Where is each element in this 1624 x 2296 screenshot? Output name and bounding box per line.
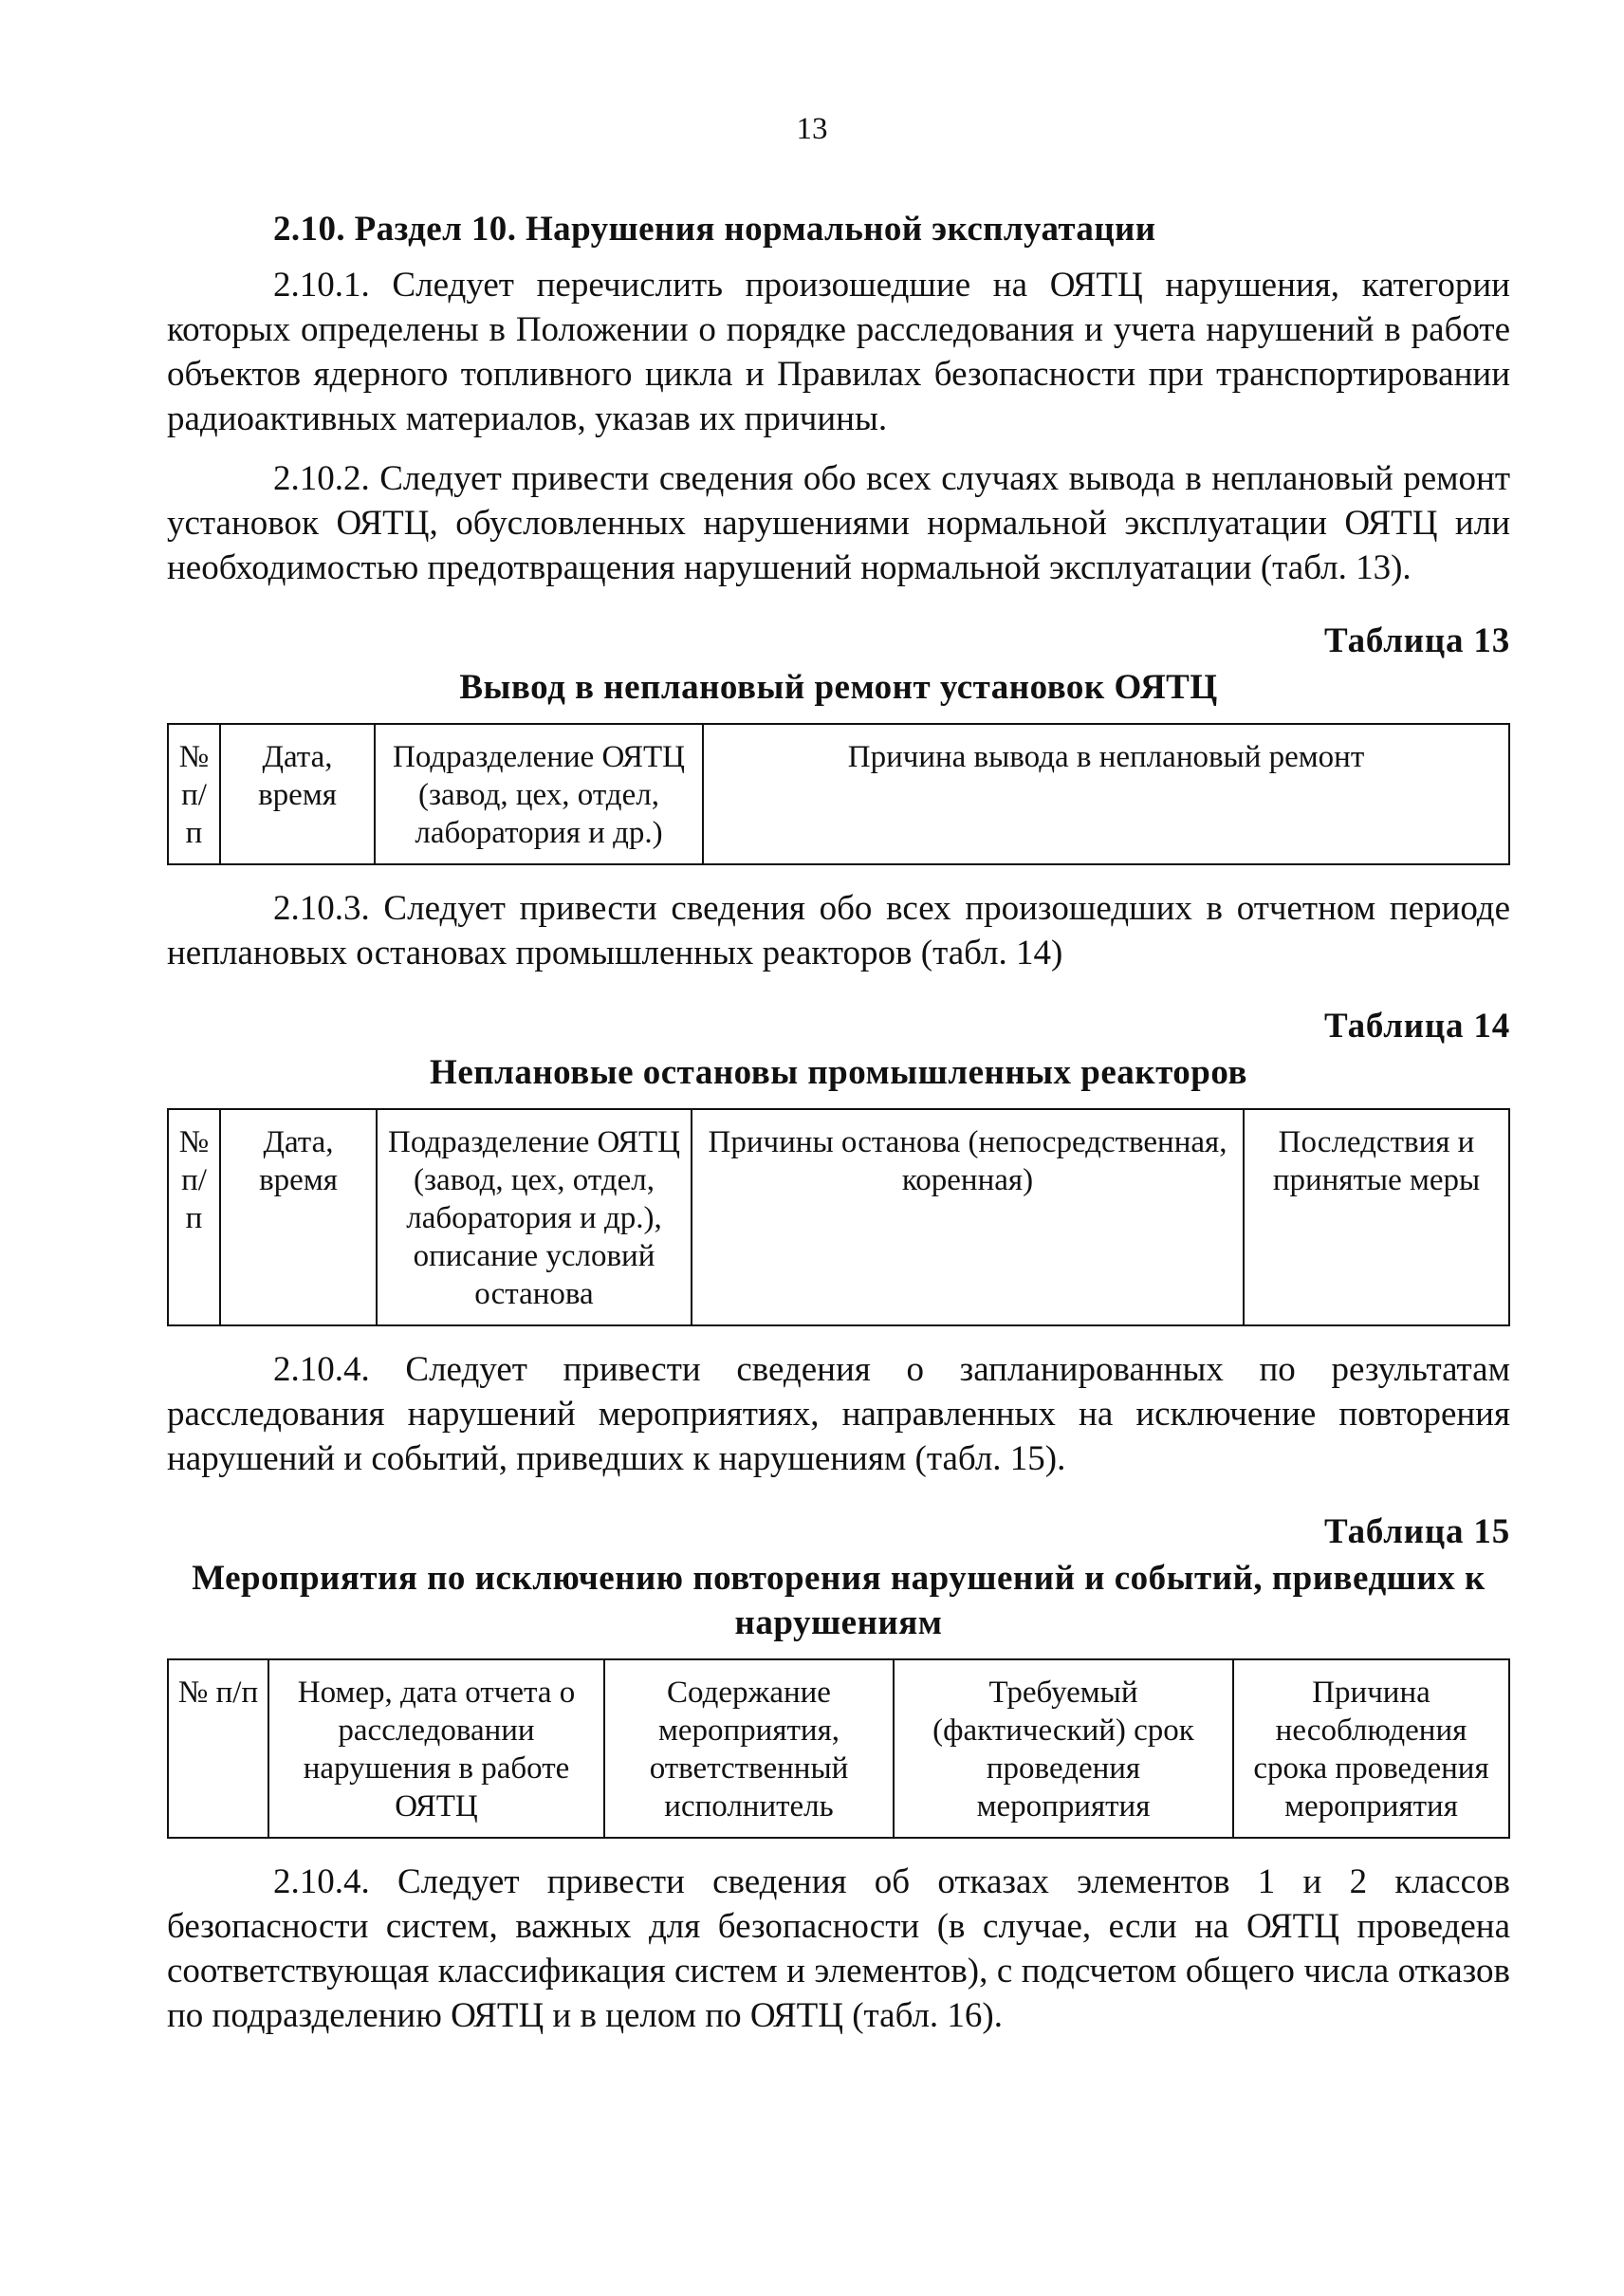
table-14-header-consequences: Последствия и принятые меры <box>1244 1109 1509 1325</box>
table-15-header-measure: Содержание мероприятия, ответственный исполнитель <box>604 1659 894 1838</box>
table-14-header-causes: Причины останова (непосредственная, коренная) <box>692 1109 1244 1325</box>
table-13-header-date: Дата, время <box>220 724 375 864</box>
table-15-header-deadline: Требуемый (фактический) срок проведения мероприятия <box>894 1659 1233 1838</box>
paragraph-2-10-2: 2.10.2. Следует привести сведения обо всех случаях вывода в неплановый ремонт установок ОЯТЦ, обусловленных нарушениями нормальной эксплуатации ОЯТЦ или необходимостью предотвращения нарушений нормальной эксплуатации (табл. 13). <box>167 459 1510 587</box>
table-14-header-division: Подразделение ОЯТЦ (завод, цех, отдел, лаборатория и др.), описание условий останова <box>377 1109 692 1325</box>
table-13 <box>167 723 1510 865</box>
table-15-header-report: Номер, дата отчета о расследовании нарушения в работе ОЯТЦ <box>268 1659 604 1838</box>
table-14-header-number: № п/п <box>168 1109 220 1325</box>
table-13-header-reason: Причина вывода в неплановый ремонт <box>703 724 1509 864</box>
table-14-header-date: Дата, время <box>220 1109 377 1325</box>
table-15-header-row <box>168 1659 1509 1838</box>
table-13-title: Вывод в неплановый ремонт установок ОЯТЦ <box>459 668 1218 707</box>
table-15-label: Таблица 15 <box>1324 1512 1510 1551</box>
table-13-label: Таблица 13 <box>1324 621 1510 660</box>
table-13-header-division: Подразделение ОЯТЦ (завод, цех, отдел, лаборатория и др.) <box>375 724 703 864</box>
paragraph-2-10-4-b: 2.10.4. Следует привести сведения об отказах элементов 1 и 2 классов безопасности систем, важных для безопасности (в случае, если на ОЯТЦ проведена соответствующая классификация систем и элементов), с подсчетом общего числа отказов по подразделению ОЯТЦ и в целом по ОЯТЦ (табл. 16). <box>167 1862 1510 2035</box>
section-heading: 2.10. Раздел 10. Нарушения нормальной эксплуатации <box>273 210 1156 249</box>
table-13-header-row <box>168 724 1509 864</box>
page-number: 13 <box>796 112 828 146</box>
paragraph-2-10-1: 2.10.1. Следует перечислить произошедшие на ОЯТЦ нарушения, категории которых определены в Положении о порядке расследования и учета нарушений в работе объектов ядерного топливного цикла и Правилах безопасности при транспортировании радиоактивных материалов, указав их причины. <box>167 266 1510 438</box>
table-14-title: Неплановые остановы промышленных реакторов <box>430 1053 1247 1092</box>
paragraph-2-10-4-a: 2.10.4. Следует привести сведения о запланированных по результатам расследования нарушений мероприятиях, направленных на исключение повторения нарушений и событий, приведших к нарушениям (табл. 15). <box>167 1350 1510 1478</box>
table-14-label: Таблица 14 <box>1324 1007 1510 1046</box>
table-14 <box>167 1108 1510 1326</box>
paragraph-2-10-3: 2.10.3. Следует привести сведения обо всех произошедших в отчетном периоде неплановых остановах промышленных реакторов (табл. 14) <box>167 889 1510 972</box>
table-13-header-number: № п/п <box>168 724 220 864</box>
table-15 <box>167 1658 1510 1839</box>
table-15-header-noncompliance: Причина несоблюдения срока проведения мероприятия <box>1233 1659 1509 1838</box>
document-body <box>167 207 1510 2053</box>
table-15-title: Мероприятия по исключению повторения нарушений и событий, приведших к нарушениям <box>192 1559 1486 1642</box>
table-14-header-row <box>168 1109 1509 1325</box>
table-15-header-number: № п/п <box>168 1659 268 1838</box>
